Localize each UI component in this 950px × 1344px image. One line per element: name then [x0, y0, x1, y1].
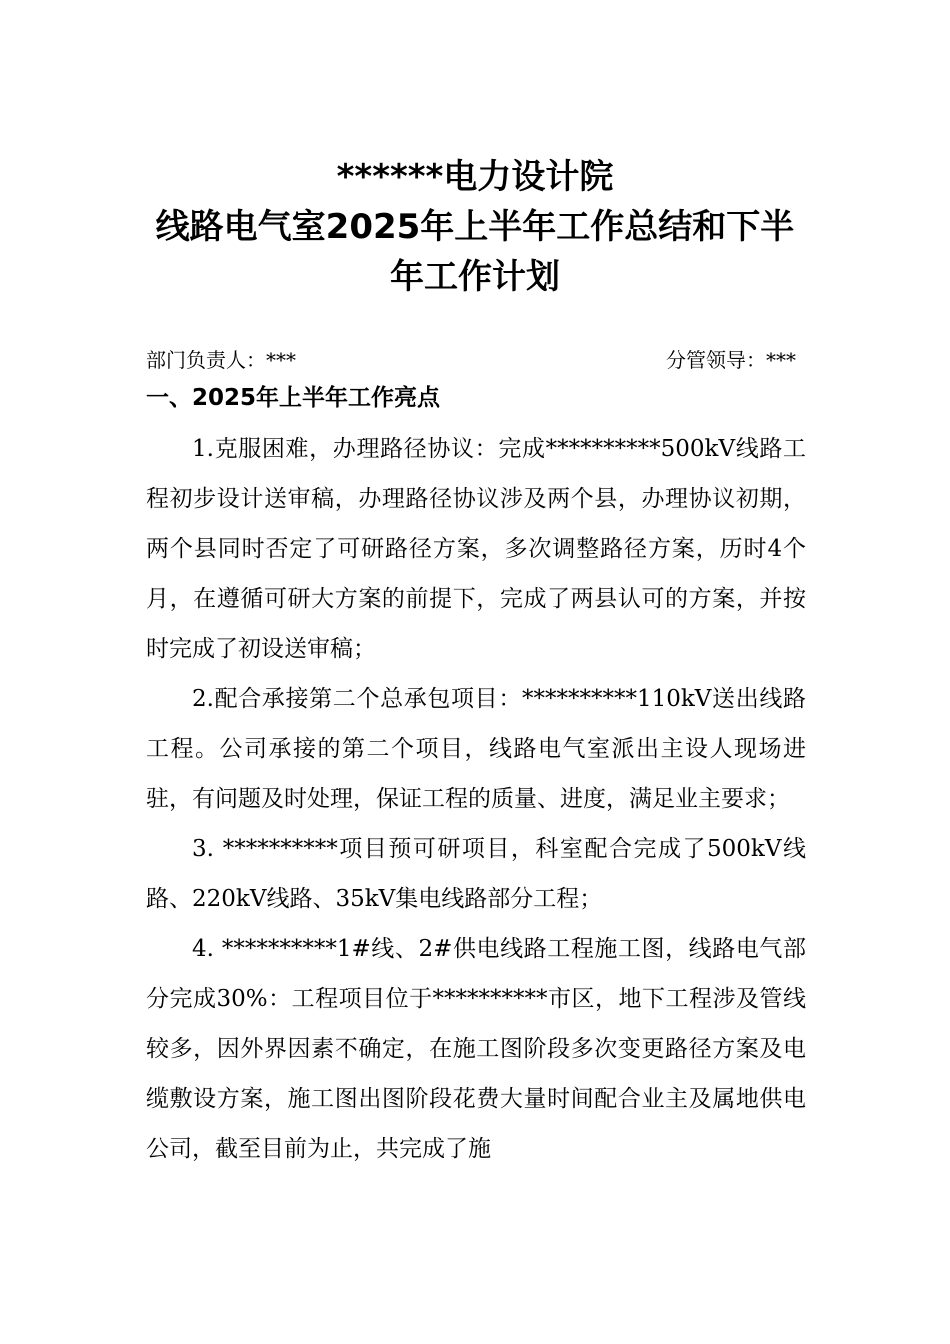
paragraph-item-3: 3. **********项目预可研项目，科室配合完成了500kV线路、220kV线路、35kV集电线路部分工程； [146, 836, 806, 912]
signature-line [146, 342, 796, 378]
section-heading: 一、2025年上半年工作亮点 [146, 385, 441, 411]
paragraph-item-4: 4. **********1#线、2#供电线路工程施工图，线路电气部分完成30%：工程项目位于**********市区，地下工程涉及管线较多，因外界因素不确定，在施工图阶段多次变更路径方案及电缆敷设方案，施工图出图阶段花费大量时间配合业主及属地供电公司，截至目前为止，共完成了施 [146, 936, 806, 1162]
doc-title-line-1: ******电力设计院 [336, 157, 614, 197]
supervisor: 分管领导：*** [666, 348, 796, 372]
doc-title-line-3: 年工作计划 [390, 257, 560, 297]
paragraph-item-2: 2.配合承接第二个总承包项目：**********110kV送出线路工程。公司承接的第二个项目，线路电气室派出主设人现场进驻，有问题及时处理，保证工程的质量、进度，满足业主要求； [146, 686, 806, 812]
doc-title-line-2: 线路电气室2025年上半年工作总结和下半 [155, 207, 795, 247]
paragraph-item-1: 1.克服困难，办理路径协议：完成**********500kV线路工程初步设计送审稿，办理路径协议涉及两个县，办理协议初期，两个县同时否定了可研路径方案，多次调整路径方案，历时4个月，在遵循可研大方案的前提下，完成了两县认可的方案，并按时完成了初设送审稿； [146, 436, 806, 662]
section-body [146, 424, 806, 1174]
department-head: 部门负责人：*** [146, 348, 296, 372]
